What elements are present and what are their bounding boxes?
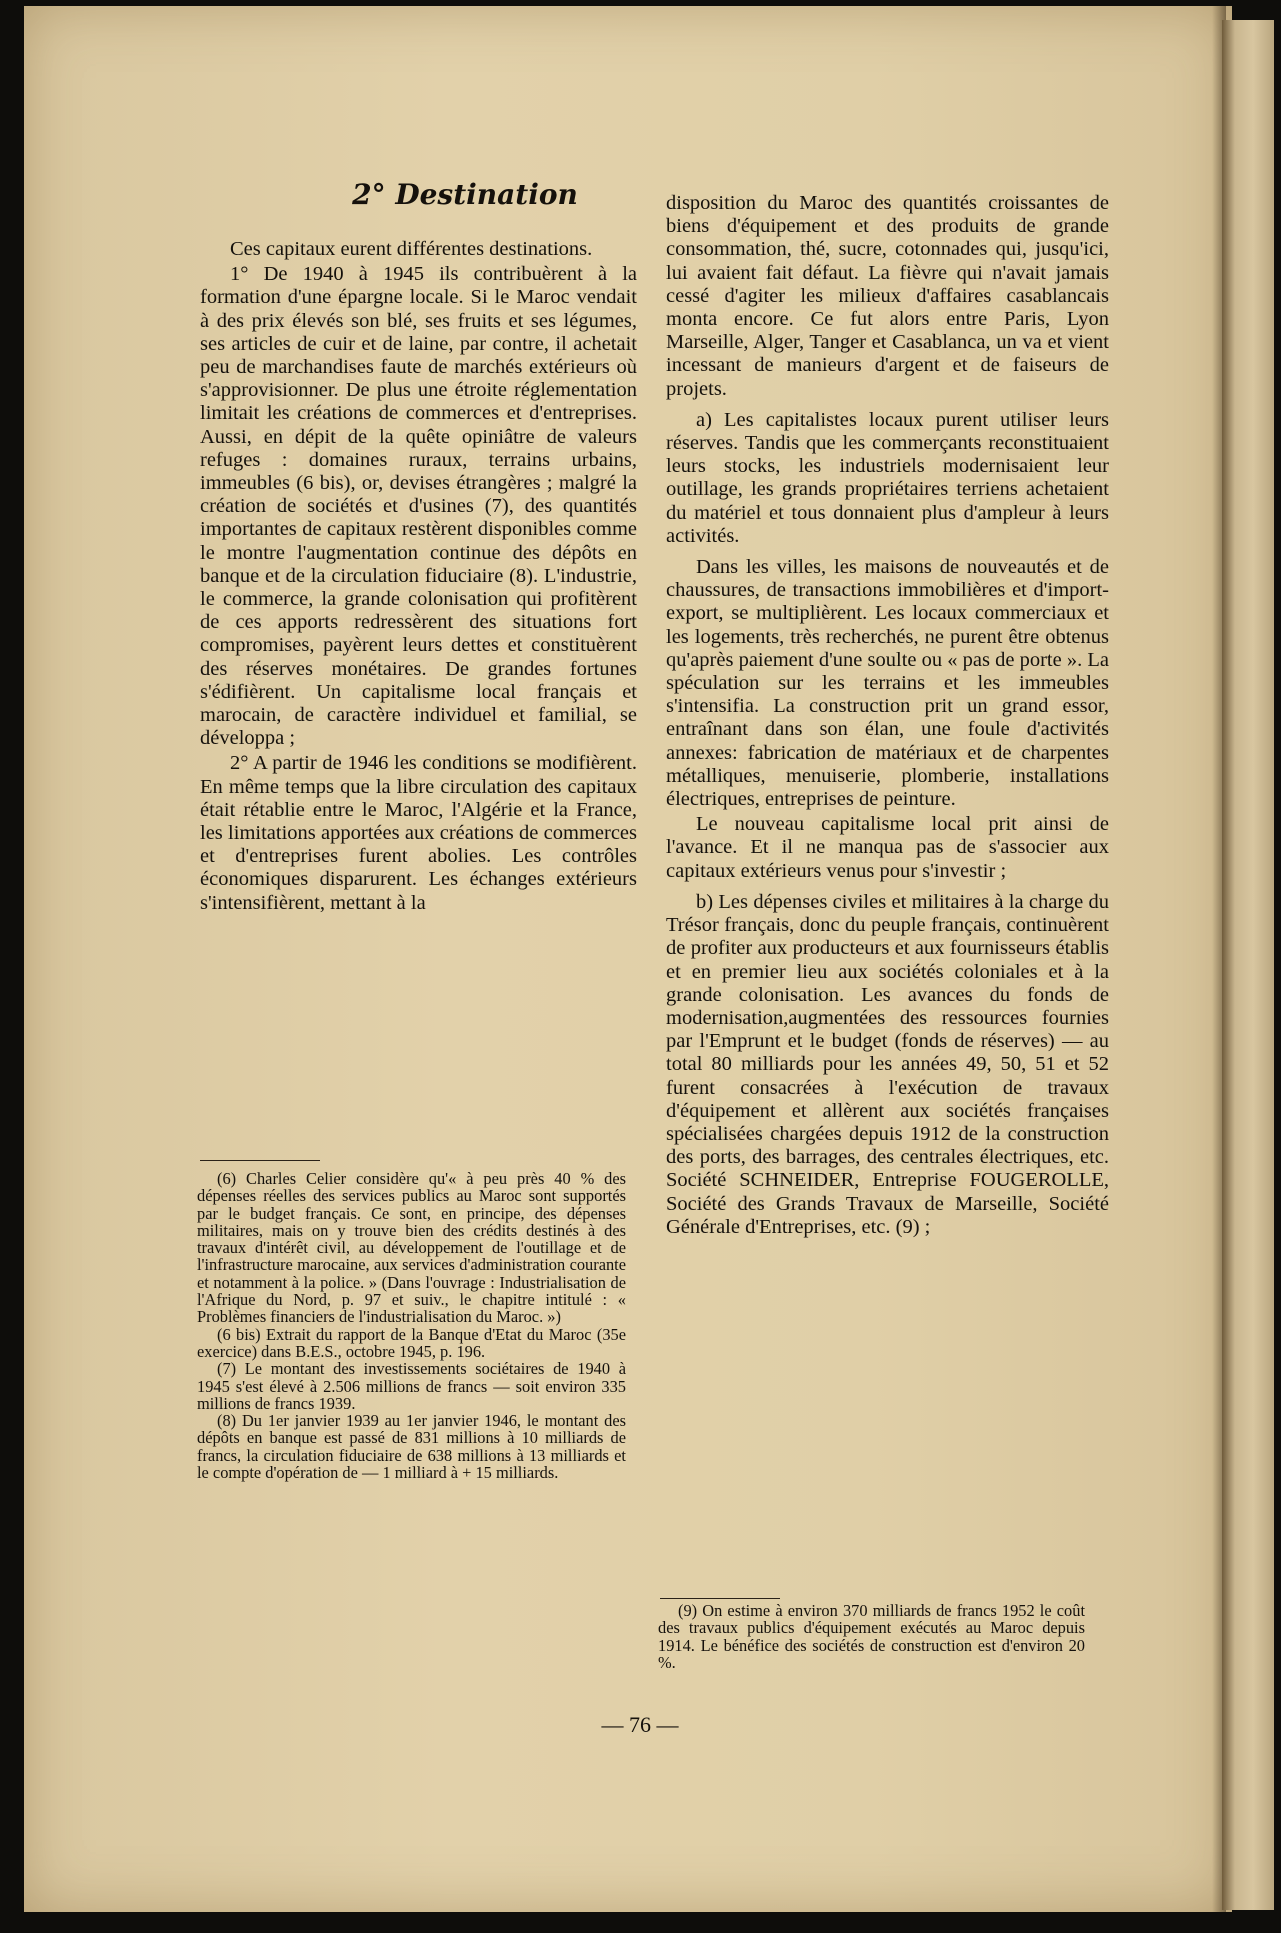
paragraph: Dans les villes, les maisons de nouveautés et de chaussures, de transactions immobilières et d'import-export, se multiplièrent. Les locaux commerciaux et les logements, très recherchés, ne purent être obtenus qu'après paiement d'une soulte ou « pas de porte ». La spéculation sur les terrains et les immeubles s'intensifia. La construction prit un grand essor, entraînant dans son élan, une foule d'activités annexes: fabrication de matériaux et de charpentes métalliques, menuiserie, plomberie, installations électriques, entreprises de peinture. xyxy=(666,556,1109,811)
paragraph: b) Les dépenses civiles et militaires à la charge du Trésor français, donc du peuple français, continuèrent de profiter aux producteurs et aux fournisseurs établis et en premier lieu aux sociétés coloniales et à la grande colonisation. Les avances du fonds de modernisation,augmentées des ressources fournies par l'Emprunt et le budget (fonds de réserves) — au total 80 milliards pour les années 49, 50, 51 et 52 furent consacrées à l'exécution de travaux d'équipement et allèrent aux sociétés françaises spécialisées chargées depuis 1912 de la construction des ports, des barrages, des centrales électriques, etc. Société SCHNEIDER, Entreprise FOUGEROLLE, Société des Grands Travaux de Marseille, Société Générale d'Entreprises, etc. (9) ; xyxy=(666,890,1109,1238)
paragraph: 2° A partir de 1946 les conditions se modifièrent. En même temps que la libre circulation des capitaux était rétablie entre le Maroc, l'Algérie et la France, les limitations apportées aux créations de commerces et d'entreprises furent abolies. Les contrôles économiques disparurent. Les échanges extérieurs s'intensifièrent, mettant à la xyxy=(200,752,637,914)
footnote-divider xyxy=(660,1598,780,1599)
footnote-6bis: (6 bis) Extrait du rapport de la Banque d'Etat du Maroc (35e exercice) dans B.E.S., octobre 1945, p. 196. xyxy=(197,1324,626,1361)
paragraph: 1° De 1940 à 1945 ils contribuèrent à la formation d'une épargne locale. Si le Maroc vendait à des prix élevés son blé, ses fruits et ses légumes, ses articles de cuir et de laine, par contre, il achetait peu de marchandises faute de marchés extérieurs où s'approvisionner. De plus une étroite réglementation limitait les créations de commerces et d'entreprises. Aussi, en dépit de la quête opiniâtre de valeurs refuges : domaines ruraux, terrains urbains, immeubles (6 bis), or, devises étrangères ; malgré la création de sociétés et d'usines (7), des quantités importantes de capitaux restèrent disponibles comme le montre l'augmentation continue des dépôts en banque et de la circulation fiduciaire (8). L'industrie, le commerce, la grande colonisation qui profitèrent de ces apports redressèrent des situations fort compromises, payèrent leurs dettes et constituèrent des réserves monétaires. De grandes fortunes s'édifièrent. Un capitalisme local français et marocain, de caractère individuel et familial, se développa ; xyxy=(200,263,637,750)
footnotes-left xyxy=(197,1170,626,1481)
footnote-divider xyxy=(200,1160,320,1161)
right-column xyxy=(666,192,1109,1239)
footnote-7: (7) Le montant des investissements sociétaires de 1940 à 1945 s'est élevé à 2.506 millions de francs — soit environ 335 millions de francs 1939. xyxy=(197,1359,626,1413)
paragraph: Le nouveau capitalisme local prit ainsi de l'avance. Et il ne manqua pas de s'associer aux capitaux extérieurs venus pour s'investir ; xyxy=(666,813,1109,882)
paragraph: Ces capitaux eurent différentes destinations. xyxy=(230,238,593,260)
next-page-edge xyxy=(1222,20,1274,1910)
section-heading: 2° Destination xyxy=(352,178,578,211)
footnotes-right xyxy=(658,1602,1085,1671)
left-column xyxy=(200,238,637,915)
footnote-9: (9) On estime à environ 370 milliards de francs 1952 le coût des travaux publics d'équipement exécutés au Maroc depuis 1914. Le bénéfice des sociétés de construction est d'environ 20 %. xyxy=(658,1601,1085,1672)
paragraph: disposition du Maroc des quantités croissantes de biens d'équipement et des produits de grande consommation, thé, sucre, cotonnades qui, jusqu'ici, lui avaient fait défaut. La fièvre qui n'avait jamais cessé d'agiter les milieux d'affaires casablancais monta encore. Ce fut alors entre Paris, Lyon Marseille, Alger, Tanger et Casablanca, un va et vient incessant de manieurs d'argent et de faiseurs de projets. xyxy=(666,192,1109,400)
paragraph: a) Les capitalistes locaux purent utiliser leurs réserves. Tandis que les commerçants reconstituaient leurs stocks, les industriels modernisaient leur outillage, les grands propriétaires terriens achetaient du matériel et tous donnaient plus d'ampleur à leurs activités. xyxy=(666,408,1109,547)
page-number: — 76 — xyxy=(601,1712,679,1737)
footnote-8: (8) Du 1er janvier 1939 au 1er janvier 1946, le montant des dépôts en banque est passé de 831 millions à 10 milliards de francs, la circulation fiduciaire de 638 millions à 13 milliards et le compte d'opération de — 1 milliard à + 15 milliards. xyxy=(197,1411,626,1483)
footnote-6: (6) Charles Celier considère qu'« à peu près 40 % des dépenses réelles des services publics au Maroc sont supportés par le budget français. Ce sont, en principe, des dépenses militaires, mais on y trouve bien des crédits destinés à des travaux d'intérêt civil, au développement de l'outillage et de l'infrastructure marocaine, aux services d'administration courante et notamment à la police. » (Dans l'ouvrage : Industrialisation de l'Afrique du Nord, p. 97 et suiv., le chapitre intitulé : « Problèmes financiers de l'industrialisation du Maroc. ») xyxy=(197,1169,626,1327)
